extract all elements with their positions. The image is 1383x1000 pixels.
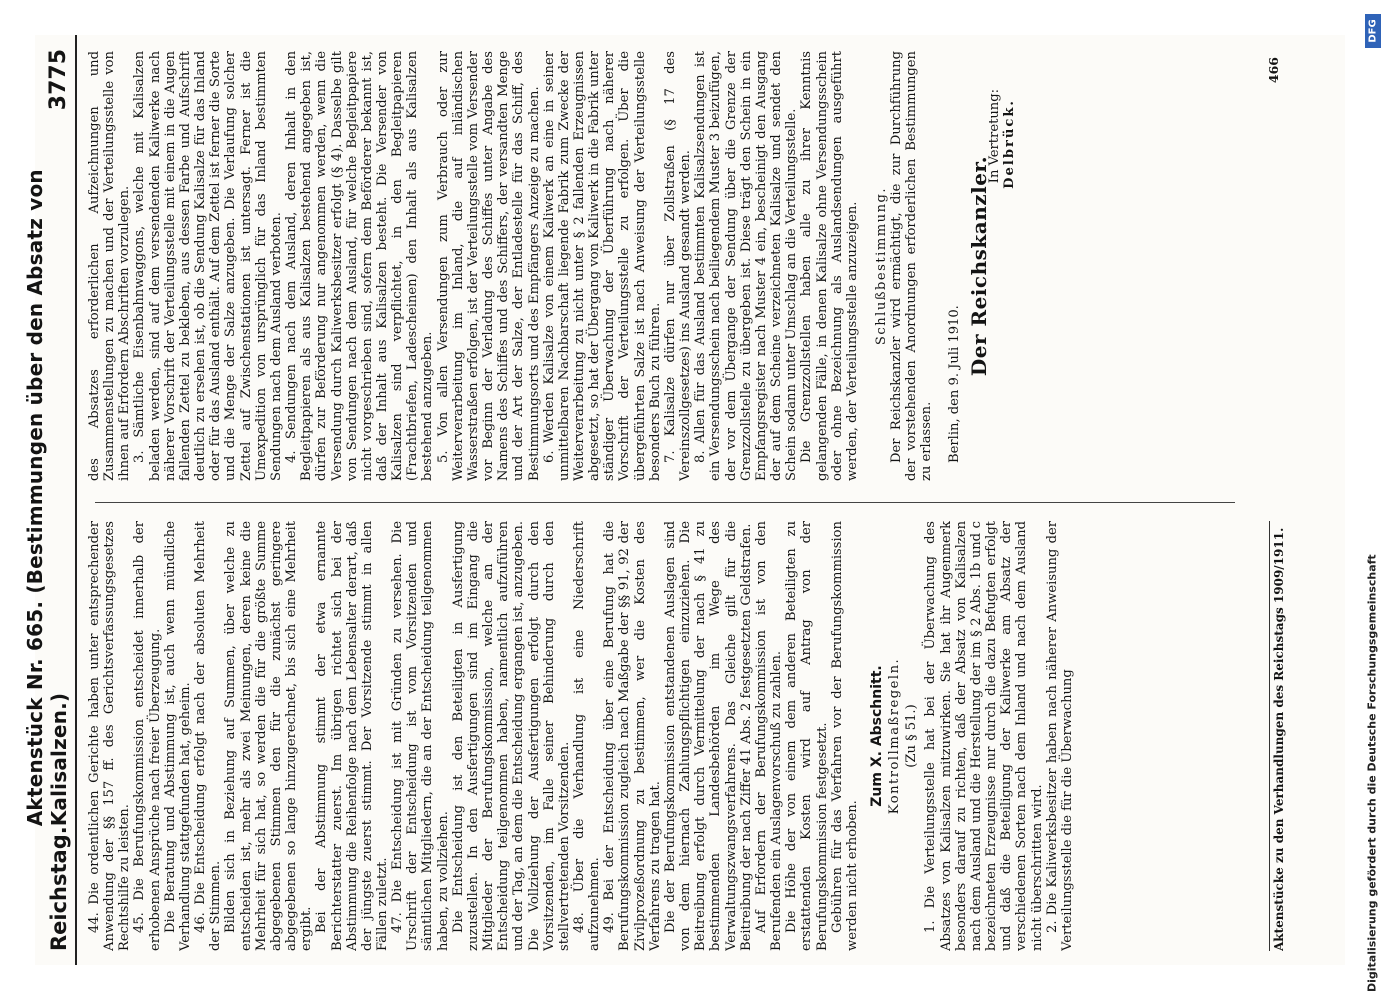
paragraph: 48. Über die Verhandlung ist eine Niederschrift aufzunehmen. [572, 521, 603, 951]
rotated-page-content [23, 35, 1345, 965]
paragraph: 47. Die Entscheidung ist mit Gründen zu versehen. Die Urschrift der Entscheidung ist vom Vorsitzenden und sämtlichen Mitgliedern, die an der Entscheidung teilgenommen haben, zu vollziehen. [390, 521, 451, 951]
left-column [87, 521, 1287, 951]
paragraph: 4. Sendungen nach dem Ausland, deren Inhalt in den Begleitpapieren als aus Kalisalzen bestehend angegeben ist, dürfen zur Beförderung nur angenommen werden, wenn die Versendung durch Kaliwerksbesitzer erfolgt (§ 4). Dasselbe gilt von Sendungen nach dem Ausland, für welche Begleitpapiere nicht vorgeschrieben sind, sofern dem Beförderer bekannt ist, daß der Inhalt aus Kalisalzen besteht. Die Versender von Kalisalzen sind verpflichtet, in den Begleitpapieren (Frachtbriefen, Ladescheinen) den Inhalt als aus Kalisalzen bestehend anzugeben. [284, 51, 436, 481]
credit-text: Digitalisierung gefördert durch die Deutsche Forschungsgemeinschaft [1365, 554, 1379, 992]
digitization-credit [1363, 8, 1381, 992]
paragraph: 44. Die ordentlichen Gerichte haben unter entsprechender Anwendung der §§ 157 ff. des Gerichtsverfassungsgesetzes Rechtshilfe zu leisten. [87, 521, 133, 951]
paragraph: 8. Allen für das Ausland bestimmten Kalisalzsendungen ist ein Versendungsschein nach beiliegendem Muster 3 beizufügen, der vor dem Übergange der Sendung über die Grenze der Grenzzollstelle zu übergeben ist. Diese trägt den Schein in ein Empfangsregister nach Muster 4 ein, bescheinigt den Ausgang der auf dem Scheine verzeichneten Kalisalze und sendet den Schein sodann unter Umschlag an die Verteilungsstelle. [693, 51, 800, 481]
paragraph: 3. Sämtliche Eisenbahnwaggons, welche mit Kalisalzen beladen werden, sind auf dem versendenden Kaliwerke nach näherer Vorschrift der Verteilungsstelle mit einem in die Augen fallenden Zettel zu bekleben, aus dessen Farbe und Aufschrift deutlich zu ersehen ist, ob die Sendung Kalisalze für das Inland oder für das Ausland enthält. Auf dem Zettel ist ferner die Sorte und die Menge der Salze anzugeben. Die Verlaufung solcher Zettel auf Zwischenstationen ist untersagt. Ferner ist die Umexpedition von ursprünglich für das Inland bestimmten Sendungen nach dem Ausland verboten. [132, 51, 284, 481]
section-subheading: Kontrollmaßregeln. [887, 657, 903, 815]
paragraph: Die der Berufungskommission entstandenen Auslagen sind von dem hiernach Zahlungspflichtigen einzuziehen. Die Beitreibung erfolgt durch Vermittelung der nach § 41 zu bestimmenden Landesbehörden im Wege des Verwaltungszwangsverfahrens. Das Gleiche gilt für die Beitreibung der nach Ziffer 41 Abs. 2 festgesetzten Geldstrafen. [662, 521, 754, 951]
paragraph: Die Beratung und Abstimmung ist, auch wenn mündliche Verhandlung stattgefunden hat, geheim. [162, 521, 193, 951]
section-heading: Zum X. Abschnitt. [868, 665, 885, 807]
sheet-number: 466 [1265, 57, 1281, 84]
paragraph: 6. Werden Kalisalze von einem Kaliwerk an eine in seiner unmittelbaren Nachbarschaft liegende Fabrik zum Zwecke der Weiterverarbeitung zu nicht unter § 2 fallenden Erzeugnissen abgesetzt, so hat der Übergang von Kaliwerk in die Fabrik unter ständiger Überwachung der Überführung nach näherer Vorschrift der Verteilungsstelle zu erfolgen. Über die übergeführten Salze ist nach Anweisung der Verteilungsstelle besonders Buch zu führen. [541, 51, 663, 481]
header-title: Aktenstück Nr. 665. (Bestimmungen über den Absatz von Kalisalzen.) [23, 169, 71, 827]
page-number: 3775 [46, 49, 71, 111]
paragraph: Bei der Abstimmung stimmt der etwa ernannte Berichterstatter zuerst. Im übrigen richtet sich bei der Abstimmung die Reihenfolge nach dem Lebensalter derart, daß der jüngste zuerst stimmt. Der Vorsitzende stimmt in allen Fällen zuletzt. [314, 521, 390, 951]
paragraph: Die Höhe der von einem dem anderen Beteiligten zu erstattenden Kosten wird auf Antrag von der Berufungskommission festgesetzt. [784, 521, 830, 951]
paragraph: Bilden sich in Beziehung auf Summen, über welche zu entscheiden ist, mehr als zwei Meinungen, deren keine die Mehrheit für sich hat, so werden die für die größte Summe abgegebenen Stimmen den für die zunächst geringere abgegebenen so lange hinzugerechnet, bis sich eine Mehrheit ergibt. [223, 521, 315, 951]
dfg-logo [1365, 14, 1381, 48]
paragraph: 45. Die Berufungskommission entscheidet innerhalb der erhobenen Ansprüche nach freier Überzeugung. [132, 521, 163, 951]
scanned-page [23, 35, 1345, 965]
paragraph: 5. Von allen Versendungen zum Verbrauch oder zur Weiterverarbeitung im Inland, die auf inländischen Wasserstraßen erfolgen, ist der Verteilungsstelle vom Versender vor Beginn der Verladung des Schiffes unter Angabe des Namens des Schiffes und des Schiffers, der versandten Menge und der Art der Salze, der Entladestelle für das Schiff, des Bestimmungsorts und des Empfängers Anzeige zu machen. [435, 51, 542, 481]
paragraph: Auf Erfordern der Berufungskommission ist von den Berufenden ein Auslagenvorschuß zu zahlen. [753, 521, 785, 951]
paragraph: Der Reichskanzler wird ermächtigt, die zur Durchführung der vorstehenden Anordnungen erforderlichen Bestimmungen zu erlassen. [889, 51, 935, 481]
right-column [87, 51, 1287, 481]
paragraph: 7. Kalisalze dürfen nur über Zollstraßen (§ 17 des Vereinszollgesetzes) ins Ausland gesandt werden. [662, 51, 694, 481]
paragraph: 46. Die Entscheidung erfolgt nach der absoluten Mehrheit der Stimmen. [193, 521, 224, 951]
paragraph: 1. Die Verteilungsstelle hat bei der Überwachung des Absatzes von Kalisalzen mitzuwirken. Sie hat ihr Augenmerk besonders darauf zu richten, daß der Absatz von Kalisalzen nach dem Ausland und die Herstellung der im § 2 Abs. 1b und c bezeichneten Erzeugnisse nur durch die dazu Befugten erfolgt und daß die Beteiligung der Kaliwerke am Absatz der verschiedenen Sorten nach dem Inland und nach dem Ausland nicht überschritten wird. [923, 521, 1045, 951]
paragraph: Die Entscheidung ist den Beteiligten in Ausfertigung zuzustellen. In den Ausfertigungen sind im Eingang die Mitglieder der Berufungskommission, welche an der Entscheidung teilgenommen haben, namentlich aufzuführen und der Tag, an dem die Entscheidung ergangen ist, anzugeben. Die Vollziehung der Ausfertigungen erfolgt durch den Vorsitzenden, im Falle seiner Behinderung durch den stellvertretenden Vorsitzenden. [450, 521, 572, 951]
paragraph: 49. Bei der Entscheidung über eine Berufung hat die Berufungskommission zugleich nach Maßgabe der §§ 91, 92 der Zivilprozeßordnung zu bestimmen, wer die Kosten des Verfahrens zu tragen hat. [602, 521, 663, 951]
section-reference: (Zu § 51.) [904, 704, 920, 768]
final-provision-heading: Schlußbestimmung. [873, 186, 889, 346]
paragraph: Die Grenzzollstellen haben alle zu ihrer Kenntnis gelangenden Fälle, in denen Kalisalze ohne Versendungsschein oder ohne Bezeichnung als Auslandsendungen ausgeführt werden, der Verteilungsstelle anzuzeigen. [799, 51, 860, 481]
column-divider [95, 502, 1235, 503]
paragraph: des Absatzes erforderlichen Aufzeichnungen und Zusammenstellungen zu machen und der Verteilungsstelle von ihnen auf Erfordern Abschriften vorzulegen. [87, 51, 133, 481]
dateline: Berlin, den 9. Juli 1910. [946, 305, 962, 463]
paragraph: Gebühren für das Verfahren vor der Berufungskommission werden nicht erhoben. [829, 521, 860, 951]
page-header [23, 35, 77, 965]
signer-name: Delbrück. [1002, 99, 1018, 189]
dfg-logo-text: DFG [1367, 19, 1379, 43]
deputy-note: In Vertretung: [986, 89, 1002, 184]
signer-title: Der Reichskanzler. [966, 155, 991, 377]
paragraph: 2. Die Kaliwerksbesitzer haben nach näherer Anweisung der Verteilungsstelle die für die Überwachung [1044, 521, 1075, 951]
header-left: Reichstag. [47, 826, 71, 951]
page-footer: Aktenstücke zu den Verhandlungen des Reichstags 1909/1911. [1269, 521, 1287, 951]
